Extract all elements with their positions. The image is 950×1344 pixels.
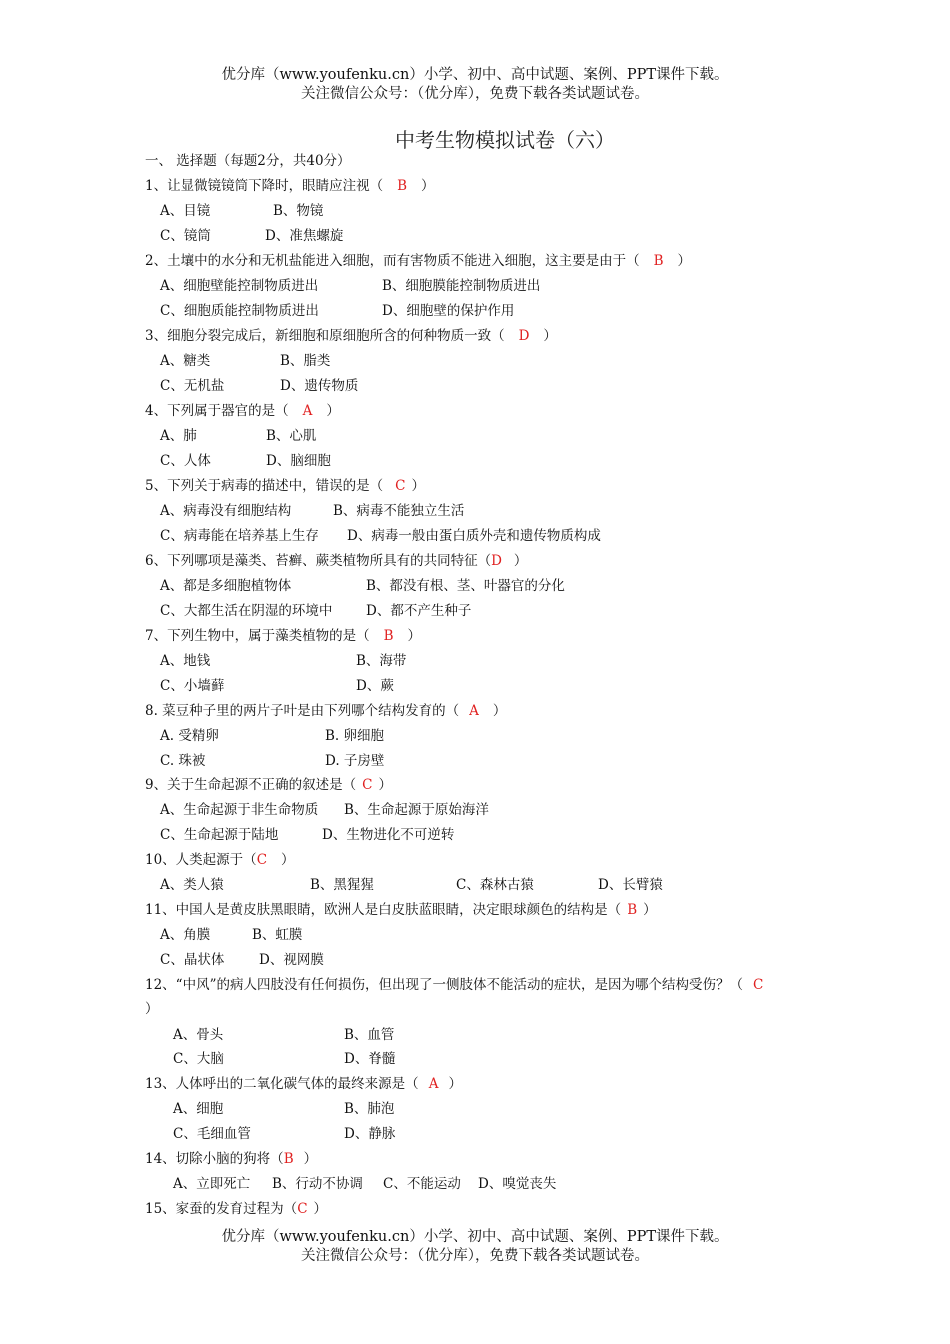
- q4-option-d: D、脑细胞: [266, 453, 331, 469]
- footer-line-2: 关注微信公众号：（优分库），免费下载各类试题试卷。: [301, 1248, 649, 1264]
- q3-option-a: A、糖类: [160, 353, 211, 369]
- q1-option-c: C、镜筒: [160, 228, 211, 244]
- q5-option-b: B、病毒不能独立生活: [333, 503, 465, 519]
- q14-option-c: C、不能运动: [383, 1176, 461, 1192]
- q14-option-b: B、行动不协调: [272, 1176, 363, 1192]
- question-11: 11、中国人是黄皮肤黑眼睛，欧洲人是白皮肤蓝眼睛，决定眼球颜色的结构是（ B ）: [145, 902, 657, 918]
- q3-option-d: D、遗传物质: [280, 378, 359, 394]
- header-banner: [0, 66, 950, 104]
- answer-15: C: [297, 1201, 308, 1217]
- q4-option-b: B、心肌: [266, 428, 317, 444]
- question-14: 14、切除小脑的狗将（B ）: [145, 1151, 318, 1167]
- q2-option-c: C、细胞质能控制物质进出: [160, 303, 319, 319]
- q13-option-a: A、细胞: [173, 1101, 224, 1117]
- q12-option-b: B、血管: [344, 1027, 395, 1043]
- question-7: 7、下列生物中，属于藻类植物的是（ B ）: [145, 628, 422, 644]
- q8-option-b: B. 卵细胞: [325, 728, 385, 744]
- q8-option-d: D. 子房壁: [325, 753, 385, 769]
- section-heading: 一、 选择题（每题2分，共40分）: [145, 153, 351, 169]
- q6-option-b: B、都没有根、茎、叶器官的分化: [366, 578, 565, 594]
- q11-option-a: A、角膜: [160, 927, 211, 943]
- q13-option-c: C、毛细血管: [173, 1126, 251, 1142]
- answer-10: C: [256, 852, 268, 868]
- page-title: 中考生物模拟试卷（六）: [395, 128, 615, 152]
- question-13: 13、人体呼出的二氧化碳气体的最终来源是（ A ）: [145, 1076, 462, 1092]
- header-line-2: 关注微信公众号：（优分库），免费下载各类试题试卷。: [301, 86, 649, 102]
- answer-13: A: [428, 1076, 439, 1092]
- answer-8: A: [469, 703, 479, 719]
- question-5: 5、下列关于病毒的描述中，错误的是（ C ）: [145, 478, 425, 494]
- answer-5: C: [395, 478, 406, 494]
- q6-option-d: D、都不产生种子: [366, 603, 472, 619]
- answer-6: D: [491, 553, 502, 569]
- q11-option-d: D、视网膜: [259, 952, 324, 968]
- question-12-close: ）: [145, 1001, 159, 1017]
- question-10: 10、人类起源于（C ）: [145, 852, 295, 868]
- q3-option-c: C、无机盐: [160, 378, 225, 394]
- q5-option-a: A、病毒没有细胞结构: [160, 503, 292, 519]
- q9-option-a: A、生命起源于非生命物质: [160, 802, 319, 818]
- question-6: 6、下列哪项是藻类、苔癣、蕨类植物所具有的共同特征（D ）: [145, 553, 528, 569]
- q1-option-b: B、物镜: [273, 203, 324, 219]
- question-1: 1、让显微镜镜筒下降时，眼睛应注视（ B ）: [145, 178, 435, 194]
- q10-option-a: A、类人猿: [160, 877, 224, 893]
- question-3: 3、细胞分裂完成后，新细胞和原细胞所含的何种物质一致（ D ）: [145, 328, 557, 344]
- q12-option-c: C、大脑: [173, 1051, 224, 1067]
- question-12: 12、“中风”的病人四肢没有任何损伤，但出现了一侧肢体不能活动的症状，是因为哪个结构受伤？（ C: [145, 977, 764, 993]
- answer-1: B: [397, 178, 408, 194]
- q11-option-b: B、虹膜: [252, 927, 303, 943]
- q7-option-d: D、蕨: [356, 678, 394, 694]
- answer-14: B: [283, 1151, 294, 1167]
- q7-option-b: B、海带: [356, 653, 407, 669]
- q5-option-d: D、病毒一般由蛋白质外壳和遗传物质构成: [347, 528, 601, 544]
- q9-option-c: C、生命起源于陆地: [160, 827, 279, 843]
- q8-option-c: C. 珠被: [160, 753, 206, 769]
- question-15: 15、家蚕的发育过程为（C ）: [145, 1201, 328, 1217]
- q3-option-b: B、脂类: [280, 353, 331, 369]
- q6-option-a: A、都是多细胞植物体: [160, 578, 292, 594]
- q13-option-d: D、静脉: [344, 1126, 396, 1142]
- q12-option-a: A、骨头: [173, 1027, 224, 1043]
- q4-option-a: A、肺: [160, 428, 197, 444]
- q14-option-a: A、立即死亡: [173, 1176, 251, 1192]
- footer-banner: [0, 1228, 950, 1266]
- q7-option-a: A、地钱: [160, 653, 211, 669]
- q2-option-a: A、细胞壁能控制物质进出: [160, 278, 319, 294]
- q10-option-d: D、长臂猿: [598, 877, 663, 893]
- answer-7: B: [383, 628, 394, 644]
- q1-option-a: A、目镜: [160, 203, 211, 219]
- question-8: 8. 菜豆种子里的两片子叶是由下列哪个结构发育的（ A ）: [145, 703, 507, 719]
- answer-4: A: [302, 403, 313, 419]
- q2-option-b: B、细胞膜能控制物质进出: [382, 278, 541, 294]
- footer-line-1: 优分库（www.youfenku.cn）小学、初中、高中试题、案例、PPT课件下载。: [221, 1229, 729, 1245]
- q6-option-c: C、大都生活在阴湿的环境中: [160, 603, 333, 619]
- q11-option-c: C、晶状体: [160, 952, 225, 968]
- q1-option-d: D、准焦螺旋: [265, 228, 344, 244]
- q9-option-b: B、生命起源于原始海洋: [344, 802, 489, 818]
- header-line-1: 优分库（www.youfenku.cn）小学、初中、高中试题、案例、PPT课件下载。: [221, 67, 729, 83]
- q8-option-a: A. 受精卵: [160, 728, 219, 744]
- q4-option-c: C、人体: [160, 453, 211, 469]
- q10-option-b: B、黑猩猩: [310, 877, 374, 893]
- question-9: 9、关于生命起源不正确的叙述是（ C ）: [145, 777, 392, 793]
- answer-11: B: [627, 902, 638, 918]
- question-2: 2、土壤中的水分和无机盐能进入细胞，而有害物质不能进入细胞，这主要是由于（ B ）: [145, 253, 692, 269]
- answer-12: C: [752, 977, 764, 993]
- q2-option-d: D、细胞壁的保护作用: [382, 303, 515, 319]
- answer-9: C: [362, 777, 373, 793]
- q10-option-c: C、森林古猿: [456, 877, 534, 893]
- q13-option-b: B、肺泡: [344, 1101, 395, 1117]
- question-4: 4、下列属于器官的是（ A ）: [145, 403, 340, 419]
- answer-2: B: [653, 253, 664, 269]
- q5-option-c: C、病毒能在培养基上生存: [160, 528, 319, 544]
- answer-3: D: [518, 328, 530, 344]
- q14-option-d: D、嗅觉丧失: [478, 1176, 557, 1192]
- q7-option-c: C、小墙藓: [160, 678, 225, 694]
- q12-option-d: D、脊髓: [344, 1051, 396, 1067]
- q9-option-d: D、生物进化不可逆转: [322, 827, 455, 843]
